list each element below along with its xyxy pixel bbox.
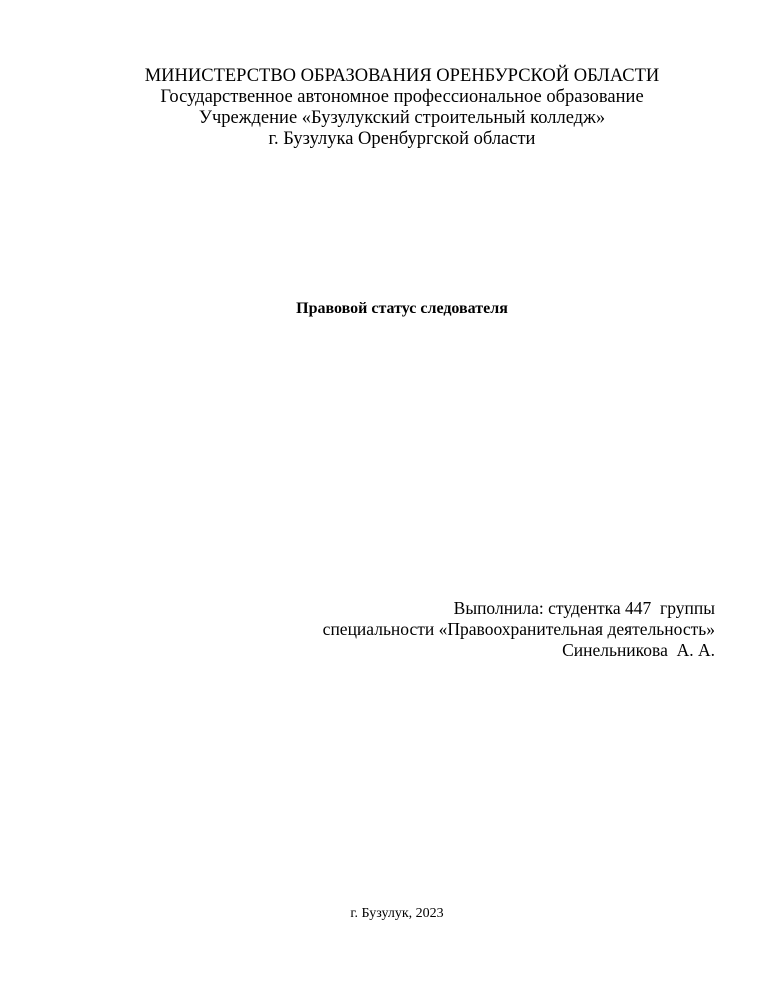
institution-line-1: Государственное автономное профессиональное образование	[160, 87, 644, 107]
author-block	[323, 598, 715, 661]
document-title: Правовой статус следователя	[296, 300, 508, 317]
ministry-name: МИНИСТЕРСТВО ОБРАЗОВАНИЯ ОРЕНБУРСКОЙ ОБЛАСТИ	[144, 66, 660, 86]
place-and-year: г. Бузулук, 2023	[350, 906, 444, 921]
institution-city: г. Бузулука Оренбургской области	[268, 129, 536, 149]
author-name: Синельникова А. А.	[562, 640, 715, 660]
author-specialty: специальности «Правоохранительная деятельность»	[322, 619, 715, 639]
institution-line-2: Учреждение «Бузулукский строительный колледж»	[198, 108, 606, 128]
author-performed-by: Выполнила: студентка 447 группы	[453, 598, 715, 618]
title-page-header	[0, 66, 768, 150]
